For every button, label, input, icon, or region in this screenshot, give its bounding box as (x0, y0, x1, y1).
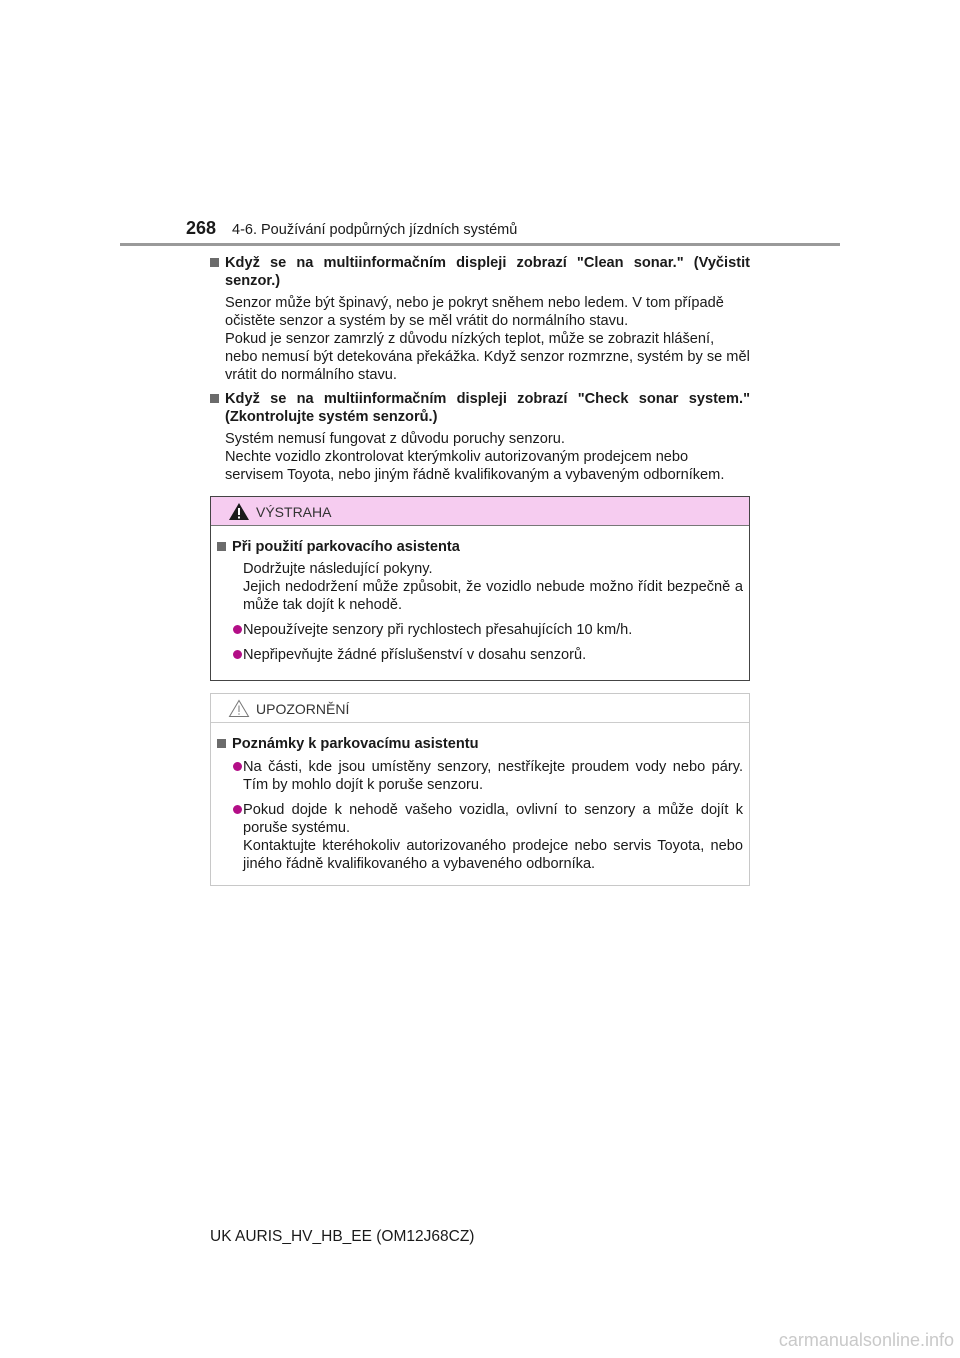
section-heading-text: Když se na multiinformačním displeji zobrazí "Clean sonar." (Vyčistit senzor.) (225, 255, 750, 289)
square-bullet-icon (217, 542, 226, 551)
page-content (210, 254, 750, 886)
paragraph: Pokud je senzor zamrzlý z důvodu nízkých teplot, může se zobrazit hlášení, nebo nemusí být detekována překážka. Když senzor rozmrzne, systém by se měl vrátit do normálního stavu. (225, 331, 750, 383)
warning-heading-text: Při použití parkovacího asistenta (232, 539, 460, 555)
warning-box (210, 496, 750, 681)
bullet-dot-icon (233, 762, 242, 771)
bullet-dot-icon (233, 625, 242, 634)
section-body (210, 430, 750, 484)
bullet-text: Nepoužívejte senzory při rychlostech přesahujících 10 km/h. (243, 622, 633, 638)
section-heading (210, 390, 750, 426)
warning-box-label: VÝSTRAHA (256, 504, 332, 520)
page-number: 268 (186, 218, 217, 238)
warning-body (217, 560, 743, 614)
caution-triangle-icon (228, 699, 250, 718)
square-bullet-icon (217, 739, 226, 748)
caution-box-header (211, 694, 749, 723)
paragraph: Systém nemusí fungovat z důvodu poruchy senzoru. (225, 431, 565, 447)
section-check-sonar (210, 390, 750, 484)
warning-box-header (211, 497, 749, 526)
paragraph: Jejich nedodržení může způsobit, že vozidlo nebude možno řídit bezpečně a může tak dojít k nehodě. (243, 579, 743, 613)
bullet-dot-icon (233, 650, 242, 659)
paragraph: Nechte vozidlo zkontrolovat kterýmkoliv autorizovaným prodejcem nebo servisem Toyota, nebo jiným řádně kvalifikovaným a vybaveným odborníkem. (225, 449, 725, 483)
paragraph: Dodržujte následující pokyny. (243, 561, 433, 577)
section-clean-sonar (210, 254, 750, 384)
caution-box-body (211, 723, 749, 885)
model-code: UK AURIS_HV_HB_EE (OM12J68CZ) (210, 1228, 475, 1245)
warning-triangle-icon (228, 502, 250, 521)
caution-bullet (217, 801, 743, 873)
caution-box-label: UPOZORNĚNÍ (256, 701, 350, 717)
caution-heading-text: Poznámky k parkovacímu asistentu (232, 736, 479, 752)
warning-heading (217, 538, 743, 556)
bullet-text: Pokud dojde k nehodě vašeho vozidla, ovlivní to senzory a může dojít k poruše systému. (243, 802, 743, 836)
caution-bullet (217, 758, 743, 794)
header-rule (120, 243, 840, 246)
section-heading (210, 254, 750, 290)
section-body (210, 294, 750, 384)
bullet-text: Nepřipevňujte žádné příslušenství v dosahu senzorů. (243, 647, 587, 663)
paragraph: Senzor může být špinavý, nebo je pokryt sněhem nebo ledem. V tom případě očistěte senzor a systém by se měl vrátit do normálního stavu. (225, 295, 724, 329)
bullet-text: Kontaktujte kteréhokoliv autorizovaného prodejce nebo servis Toyota, nebo jiného řádně kvalifikovaného a vybaveného odborníka. (243, 838, 743, 872)
section-title: 4-6. Používání podpůrných jízdních systémů (232, 222, 518, 238)
caution-box (210, 693, 750, 886)
square-bullet-icon (210, 258, 219, 267)
watermark-text: carmanualsonline.info (778, 1330, 954, 1350)
square-bullet-icon (210, 394, 219, 403)
bullet-dot-icon (233, 805, 242, 814)
caution-heading (217, 735, 743, 753)
warning-bullet (217, 621, 743, 639)
warning-box-body (211, 526, 749, 680)
warning-bullet (217, 646, 743, 664)
bullet-text: Na části, kde jsou umístěny senzory, nestříkejte proudem vody nebo páry. Tím by mohlo dojít k poruše senzoru. (243, 759, 743, 793)
section-heading-text: Když se na multiinformačním displeji zobrazí "Check sonar system." (Zkontrolujte systém senzorů.) (225, 391, 750, 425)
